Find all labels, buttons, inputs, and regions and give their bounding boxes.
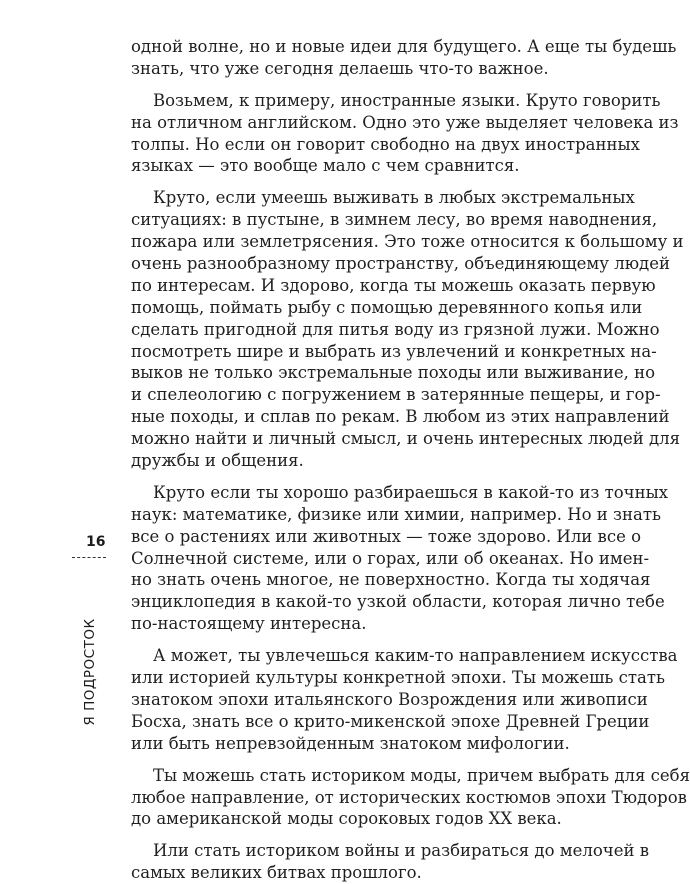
text-line: сделать пригодной для питья воду из грязной лужи. Можно bbox=[131, 319, 660, 339]
text-line: дружбы и общения. bbox=[131, 451, 304, 471]
running-head: Я ПОДРОСТОК bbox=[82, 618, 98, 726]
text-line: ситуациях: в пустыне, в зимнем лесу, во время наводнения, bbox=[131, 210, 658, 230]
text-line: ные походы, и сплав по рекам. В любом из этих направлений bbox=[131, 407, 670, 427]
text-line: наук: математике, физике или химии, например. Но и знать bbox=[131, 504, 661, 524]
paragraph bbox=[131, 90, 679, 178]
text-line: но знать очень многое, не поверхностно. Когда ты ходячая bbox=[131, 570, 651, 590]
text-line: Ты можешь стать историком моды, причем выбрать для себя bbox=[153, 765, 690, 785]
paragraph bbox=[131, 645, 678, 754]
paragraph bbox=[131, 840, 649, 884]
text-line: по-настоящему интересна. bbox=[131, 614, 367, 634]
text-line: любое направление, от исторических костюмов эпохи Тюдоров bbox=[131, 787, 687, 807]
text-line: Круто, если умеешь выживать в любых экстремальных bbox=[153, 188, 635, 208]
text-line: и спелеологию с погружением в затерянные пещеры, и гор- bbox=[131, 385, 661, 405]
text-line: Круто если ты хорошо разбираешься в какой-то из точных bbox=[153, 482, 669, 502]
paragraph bbox=[131, 36, 677, 80]
text-line: пожара или землетрясения. Это тоже относится к большому и bbox=[131, 232, 684, 252]
paragraph bbox=[131, 765, 690, 831]
text-line: до американской моды сороковых годов XX века. bbox=[131, 809, 562, 829]
text-line: все о растениях или животных — тоже здорово. Или все о bbox=[131, 526, 642, 546]
text-line: Или стать историком войны и разбираться до мелочей в bbox=[153, 841, 649, 861]
text-line: очень разнообразному пространству, объединяющему людей bbox=[131, 254, 670, 274]
text-line: знатоком эпохи итальянского Возрождения или живописи bbox=[131, 689, 648, 709]
text-line: энциклопедия в какой-то узкой области, которая лично тебе bbox=[131, 592, 665, 612]
text-line: толпы. Но если он говорит свободно на двух иностранных bbox=[131, 134, 640, 154]
text-line: или историей культуры конкретной эпохи. Ты можешь стать bbox=[131, 668, 665, 688]
text-line: посмотреть шире и выбрать из увлечений и конкретных на- bbox=[131, 341, 657, 361]
paragraph bbox=[131, 482, 669, 635]
text-line: Босха, знать все о крито-микенской эпохе Древней Греции bbox=[131, 711, 650, 731]
text-line: одной волне, но и новые идеи для будущего. А еще ты будешь bbox=[131, 37, 677, 56]
text-line: можно найти и личный смысл, и очень интересных людей для bbox=[131, 429, 681, 449]
text-line: языках — это вообще мало с чем сравнится. bbox=[131, 156, 520, 176]
text-line: на отличном английском. Одно это уже выделяет человека из bbox=[131, 112, 679, 132]
text-line: выков не только экстремальные походы или выживание, но bbox=[131, 363, 656, 383]
text-line: самых великих битвах прошлого. bbox=[131, 863, 422, 883]
text-line: или быть непревзойденным знатоком мифологии. bbox=[131, 733, 570, 753]
text-line: А может, ты увлечешься каким-то направлением искусства bbox=[153, 646, 678, 666]
text-line: помощь, поймать рыбу с помощью деревянного копья или bbox=[131, 297, 643, 317]
dashed-divider bbox=[72, 557, 106, 558]
text-line: по интересам. И здорово, когда ты можешь оказать первую bbox=[131, 275, 656, 295]
page-number: 16 bbox=[86, 534, 106, 550]
text-line: знать, что уже сегодня делаешь что-то важное. bbox=[131, 58, 549, 78]
paragraph bbox=[131, 187, 684, 472]
text-line: Солнечной системе, или о горах, или об океанах. Но имен- bbox=[131, 548, 650, 568]
body-text bbox=[131, 36, 690, 884]
text-line: Возьмем, к примеру, иностранные языки. Круто говорить bbox=[153, 90, 661, 110]
